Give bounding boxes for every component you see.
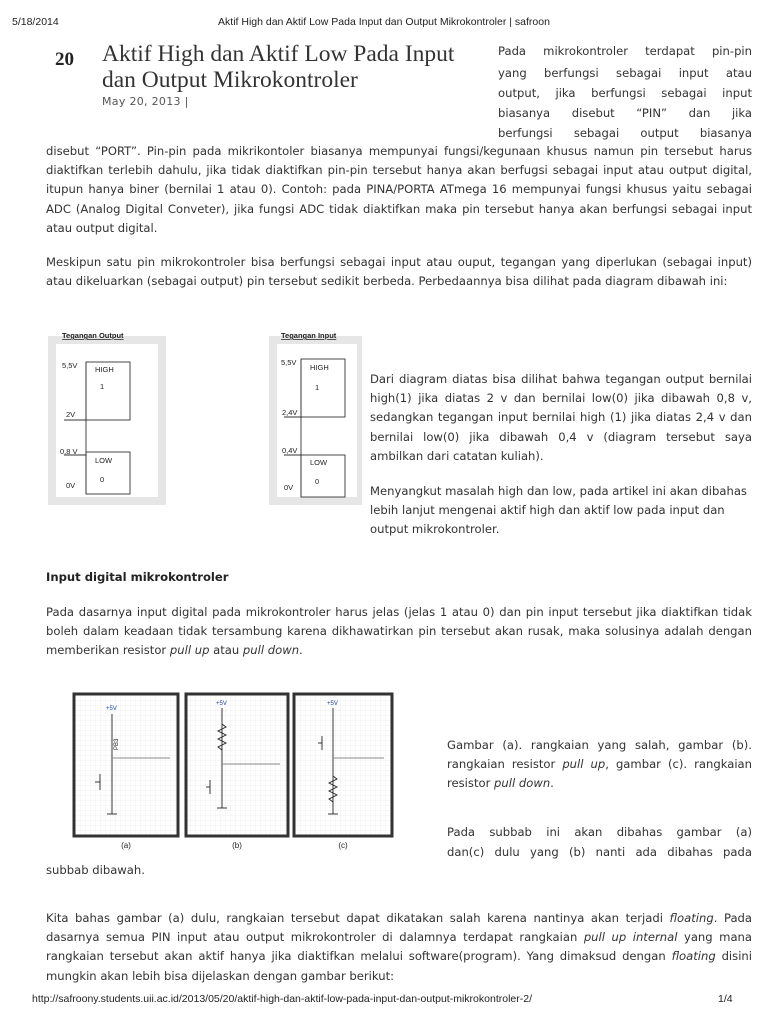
circuit-subsection-line-1: Pada subbab ini akan dibahas gambar (a) [447, 825, 752, 839]
intro-line-5: berfungsi sebagai output biasanya [498, 126, 752, 140]
post-title: Aktif High dan Aktif Low Pada Input dan Output Mikrokontroler [102, 41, 455, 93]
input-level-high-min: 2,4V [282, 408, 298, 417]
print-date: 5/18/2014 [12, 16, 59, 28]
print-title: Aktif High dan Aktif Low Pada Input dan Output Mikrokontroler | safroon [218, 16, 550, 28]
print-url-link[interactable]: http://safroony.students.uii.ac.id/2013/05/20/aktif-high-dan-aktif-low-pada-input-dan-output-mikrokontroler-2/ [32, 993, 532, 1005]
circuit-a-supply-label: +5V [106, 706, 117, 712]
input-low-value: 0 [315, 477, 320, 486]
input-level-top: 5,5V [281, 358, 297, 367]
output-low-label: LOW [95, 456, 113, 465]
output-diagram-title: Tegangan Output [62, 331, 124, 340]
section-heading: Input digital mikrokontroler [46, 570, 229, 584]
intro-paragraph: disebut “PORT”. Pin-pin pada mikrikontoler biasanya mempunyai fungsi/kegunaan khusus namun pin tersebut harus diaktifkan terlebih dahulu, jika tidak diaktifkan pin-pin tersebut hanya akan berfugsi sebagai input atau output digital, itupun hanya biner (bernilai 1 atau 0). Contoh: pada PINA/PORTA ATmega 16 mempunyai fungsi khusus yaitu sebagai ADC (Analog Digital Conveter), jika fungsi ADC tidak diaktifkan maka pin tersebut hanya akan berfungsi sebagai input atau output digital. [46, 144, 752, 235]
output-high-label: HIGH [95, 365, 114, 374]
output-level-low-max: 0,8 V [60, 447, 78, 456]
output-low-value: 0 [100, 475, 105, 484]
post-date: May 20, 2013 | [102, 95, 189, 108]
diagram-explanation: Dari diagram diatas bisa dilihat bahwa tegangan output bernilai high(1) jika diatas 2 v dan bernilai low(0) jika dibawah 0,8 v, sedangkan tegangan input bernilai high (1) jika diatas 2,4 v dan bernilai low(0) jika dibawah 0,4 v (diagram tersebut saya ambilkan dari catatan kuliah). [370, 372, 752, 463]
input-high-value: 1 [315, 383, 320, 392]
output-high-value: 1 [100, 382, 105, 391]
input-low-label: LOW [310, 458, 328, 467]
circuit-subsection-line-3: subbab dibawah. [46, 863, 145, 877]
intro-line-4: biasanya disebut “PIN” dan jika [498, 106, 752, 120]
intro-line-1: Pada mikrokontroler terdapat pin-pin [498, 44, 752, 58]
pull-up-down-circuits-figure [70, 690, 396, 854]
circuit-b-supply-label: +5V [216, 701, 227, 707]
output-level-zero: 0V [66, 481, 76, 490]
intro-line-3: output, jika berfungsi sebagai input [498, 86, 752, 100]
circuit-c-caption: (c) [338, 841, 348, 850]
input-level-low-max: 0,4V [282, 446, 298, 455]
output-level-top: 5,5V [62, 361, 78, 370]
intro-line-2: yang berfungsi sebagai input atau [498, 66, 752, 80]
circuit-subsection-line-2: dan(c) dulu yang (b) nanti ada dibahas pada [447, 845, 752, 859]
circuit-b-caption: (b) [232, 841, 242, 850]
diagram-followup: Menyangkut masalah high dan low, pada artikel ini akan dibahas lebih lanjut mengenai aktif high dan aktif low pada input dan output mikrokontroler. [370, 484, 747, 537]
input-diagram-title: Tegangan Input [281, 331, 337, 340]
paragraph-voltage-intro: Meskipun satu pin mikrokontroler bisa berfungsi sebagai input atau ouput, tegangan yang diperlukan (sebagai input) atau dikeluarkan (sebagai output) pin tersebut sedikit berbeda. Perbedaannya bisa dilihat pada diagram dibawah ini: [46, 255, 752, 289]
paragraph-input-digital: Pada dasarnya input digital pada mikrokontroler harus jelas (jelas 1 atau 0) dan pin input tersebut jika diaktifkan tidak boleh dalam keadaan tidak tersambung karena dikhawatirkan pin tersebut akan rusak, maka solusinya adalah dengan memberikan resistor pull up atau pull down. [46, 605, 752, 658]
circuit-c-supply-label: +5V [327, 701, 338, 707]
input-high-label: HIGH [310, 363, 329, 372]
paragraph-floating: Kita bahas gambar (a) dulu, rangkaian tersebut dapat dikatakan salah karena nantinya akan terjadi floating. Pada dasarnya semua PIN input atau output mikrokontroler di dalamnya terdapat rangkaian pull up internal yang mana rangkaian tersebut akan aktif hanya jika diaktifkan melalui software(program). Yang dimaksud dengan floating disini mungkin akan lebih bisa dijelaskan dengan gambar berikut: [46, 911, 753, 983]
circuit-explanation: Gambar (a). rangkaian yang salah, gambar (b). rangkaian resistor pull up, gambar (c). rangkaian resistor pull down. [447, 738, 752, 791]
circuit-a-caption: (a) [121, 841, 131, 850]
input-level-zero: 0V [284, 483, 294, 492]
voltage-level-figure [44, 318, 362, 513]
print-page-number: 1/4 [718, 993, 733, 1005]
circuit-a-pin-label: PB3 [114, 738, 120, 750]
output-level-high-min: 2V [66, 410, 76, 419]
post-day-badge: 20 [55, 49, 74, 70]
